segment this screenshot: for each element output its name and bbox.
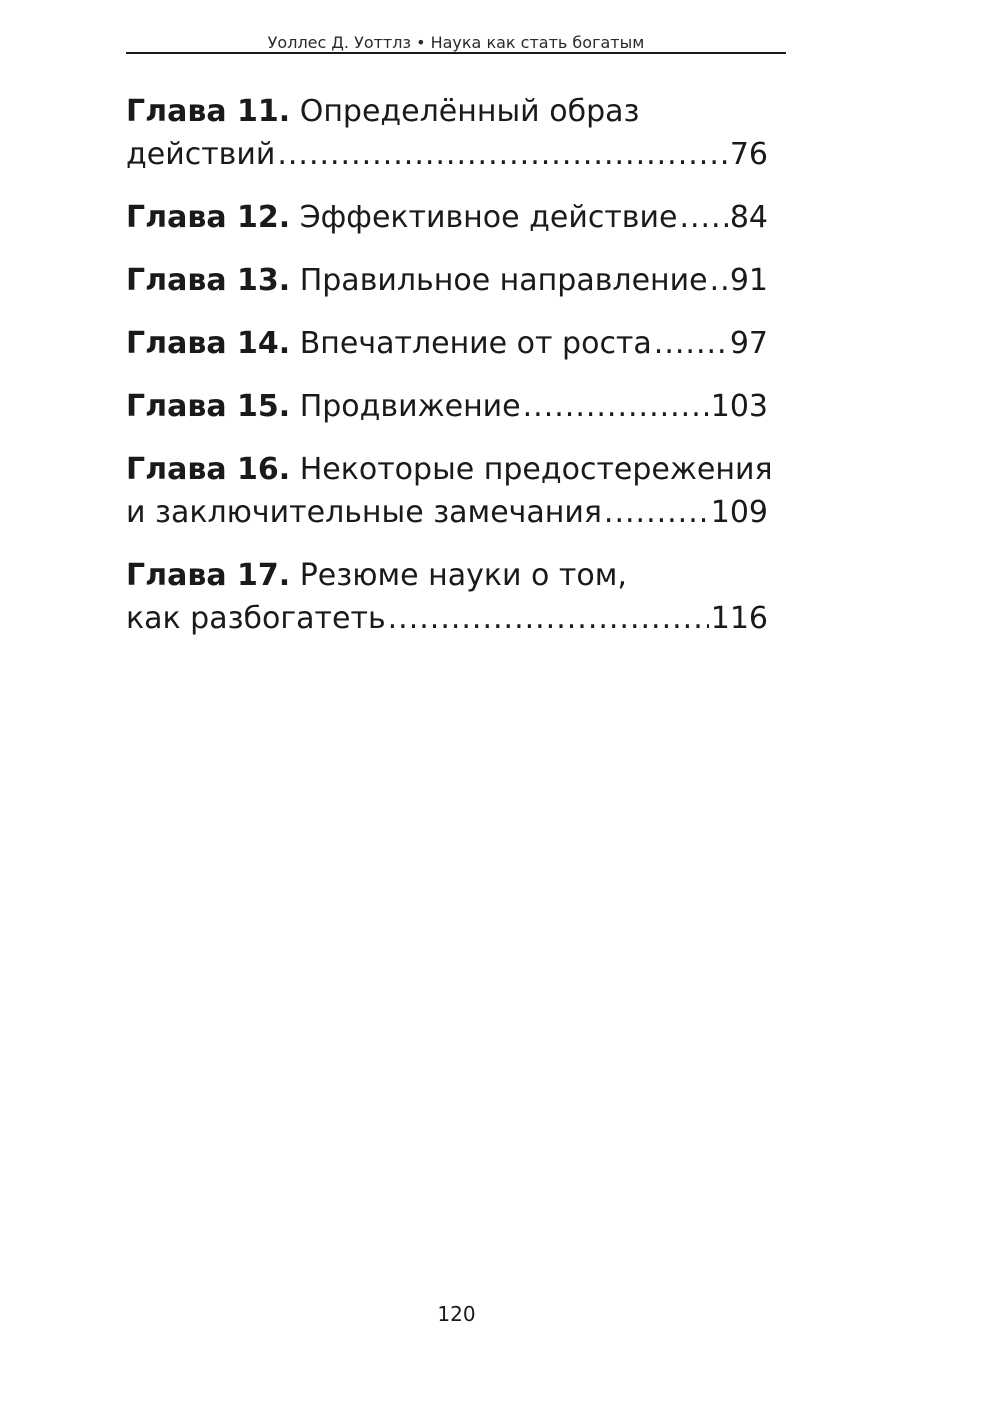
chapter-label: Глава 16. bbox=[126, 452, 291, 487]
page-number: 76 bbox=[729, 137, 768, 172]
running-head: Уоллес Д. Уоттлз • Наука как стать богатым bbox=[267, 33, 645, 52]
page-number: 97 bbox=[729, 326, 768, 361]
chapter-title-continued: как разбогатеть bbox=[126, 601, 386, 636]
dot-leader bbox=[604, 491, 709, 534]
header-rule bbox=[126, 52, 786, 54]
chapter-label: Глава 12. bbox=[126, 200, 291, 235]
chapter-title-continued: и заключительные замечания bbox=[126, 495, 602, 530]
chapter-label: Глава 13. bbox=[126, 263, 291, 298]
toc-entry-chapter-13[interactable] bbox=[126, 259, 768, 302]
chapter-label: Глава 17. bbox=[126, 558, 291, 593]
dot-leader bbox=[654, 322, 728, 365]
toc-entry-first-line bbox=[126, 448, 773, 491]
chapter-label: Глава 14. bbox=[126, 326, 291, 361]
page-number: 84 bbox=[729, 200, 768, 235]
dot-leader bbox=[710, 259, 728, 302]
chapter-label: Глава 15. bbox=[126, 389, 291, 424]
page-number: 116 bbox=[710, 601, 768, 636]
chapter-title: Продвижение bbox=[299, 389, 521, 424]
page-number: 103 bbox=[710, 389, 768, 424]
page-number: 109 bbox=[710, 495, 768, 530]
dot-leader bbox=[277, 133, 727, 176]
toc-entry-chapter-17[interactable] bbox=[126, 554, 768, 640]
toc-entry-chapter-12[interactable] bbox=[126, 196, 768, 239]
chapter-label: Глава 11. bbox=[126, 94, 291, 129]
toc-entry-last-line bbox=[126, 133, 768, 176]
dot-leader bbox=[523, 385, 709, 428]
toc-entry-chapter-16[interactable] bbox=[126, 448, 773, 534]
toc-entry-line bbox=[126, 385, 768, 428]
chapter-title-continued: действий bbox=[126, 137, 276, 172]
toc-entry-line bbox=[126, 196, 768, 239]
chapter-title: Резюме науки о том, bbox=[299, 558, 627, 593]
toc-entry-chapter-14[interactable] bbox=[126, 322, 768, 365]
page-number-footer: 120 bbox=[437, 1302, 476, 1326]
toc-entry-first-line bbox=[126, 554, 768, 597]
chapter-title: Правильное направление bbox=[299, 263, 708, 298]
toc-entry-last-line bbox=[126, 597, 768, 640]
toc-entry-line bbox=[126, 259, 768, 302]
chapter-title: Впечатление от роста bbox=[299, 326, 652, 361]
chapter-title: Определённый образ bbox=[299, 94, 640, 129]
toc-entry-first-line bbox=[126, 90, 768, 133]
toc-entry-line bbox=[126, 322, 768, 365]
table-of-contents bbox=[126, 90, 773, 660]
toc-entry-last-line bbox=[126, 491, 768, 534]
toc-entry-chapter-15[interactable] bbox=[126, 385, 768, 428]
chapter-title: Эффективное действие bbox=[299, 200, 678, 235]
chapter-title: Некоторые предостережения bbox=[299, 452, 773, 487]
dot-leader bbox=[388, 597, 709, 640]
toc-entry-chapter-11[interactable] bbox=[126, 90, 768, 176]
page-number: 91 bbox=[729, 263, 768, 298]
dot-leader bbox=[679, 196, 727, 239]
